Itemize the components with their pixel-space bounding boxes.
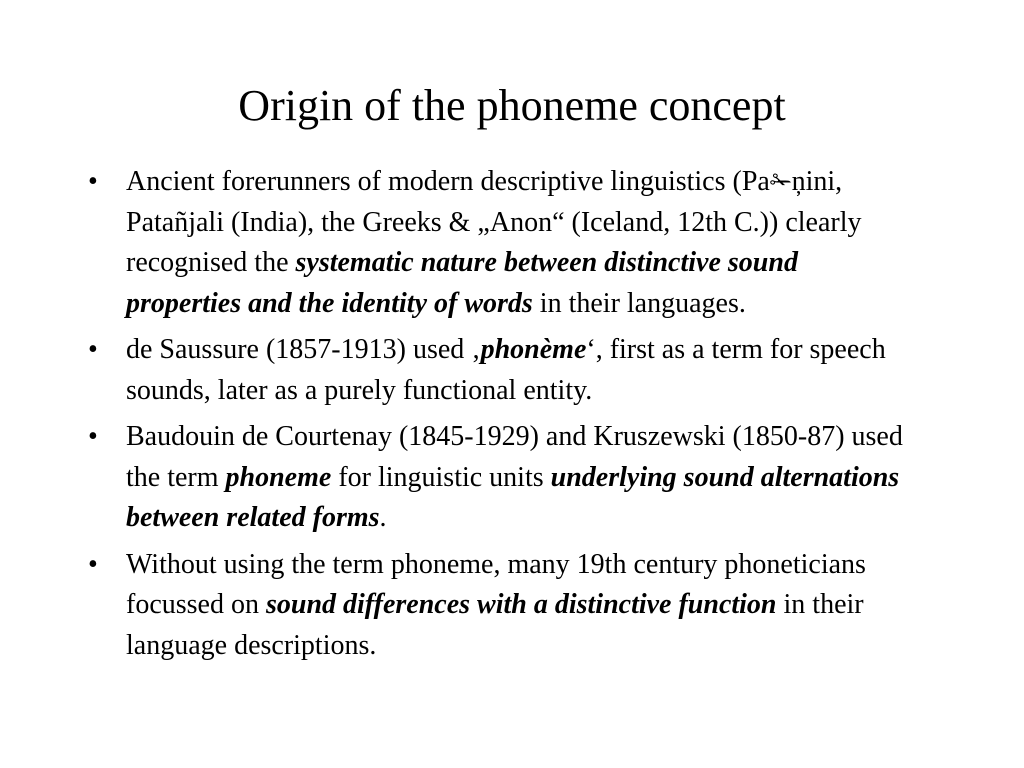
- bullet-text: for linguistic units: [331, 461, 551, 493]
- bullet-text: ņini, Patañjali (India), the Greeks & „Anon“ (Iceland, 12th C.)) clearly recognised the: [126, 166, 862, 278]
- bullet-item: [88, 162, 918, 324]
- bullet-text: ‘, first as a term for speech sounds, later as a purely functional entity.: [126, 334, 886, 406]
- bullet-text: in their language descriptions.: [126, 589, 864, 661]
- bullet-list: [88, 162, 918, 672]
- bullet-dot: •: [88, 548, 98, 580]
- slide-title: Origin of the phoneme concept: [238, 81, 786, 130]
- emphasis-text: phoneme: [225, 461, 332, 493]
- bullet-text: de Saussure (1857-1913) used ‚: [126, 334, 481, 365]
- emphasis-text: underlying sound alternations between related forms: [126, 461, 900, 533]
- scissors-glyph-icon: ✁: [769, 167, 792, 197]
- bullet-item: [88, 330, 918, 411]
- emphasis-text: phonème: [480, 334, 587, 365]
- bullet-item: [88, 417, 918, 539]
- bullet-dot: •: [88, 334, 98, 365]
- bullet-text: Ancient forerunners of modern descriptive linguistics (Pa: [126, 166, 770, 197]
- emphasis-text: systematic nature between distinctive sound properties and the identity of words: [126, 247, 798, 319]
- bullet-text: in their languages.: [532, 287, 746, 319]
- bullet-dot: •: [88, 421, 98, 452]
- bullet-text: Without using the term phoneme, many 19th century phoneticians focussed on: [126, 548, 866, 620]
- bullet-item: [88, 545, 918, 667]
- bullet-text: .: [379, 502, 387, 533]
- bullet-text: Baudouin de Courtenay (1845-1929) and Kruszewski (1850-87) used the term: [126, 421, 903, 493]
- bullet-dot: •: [88, 166, 98, 197]
- emphasis-text: sound differences with a distinctive function: [265, 589, 777, 620]
